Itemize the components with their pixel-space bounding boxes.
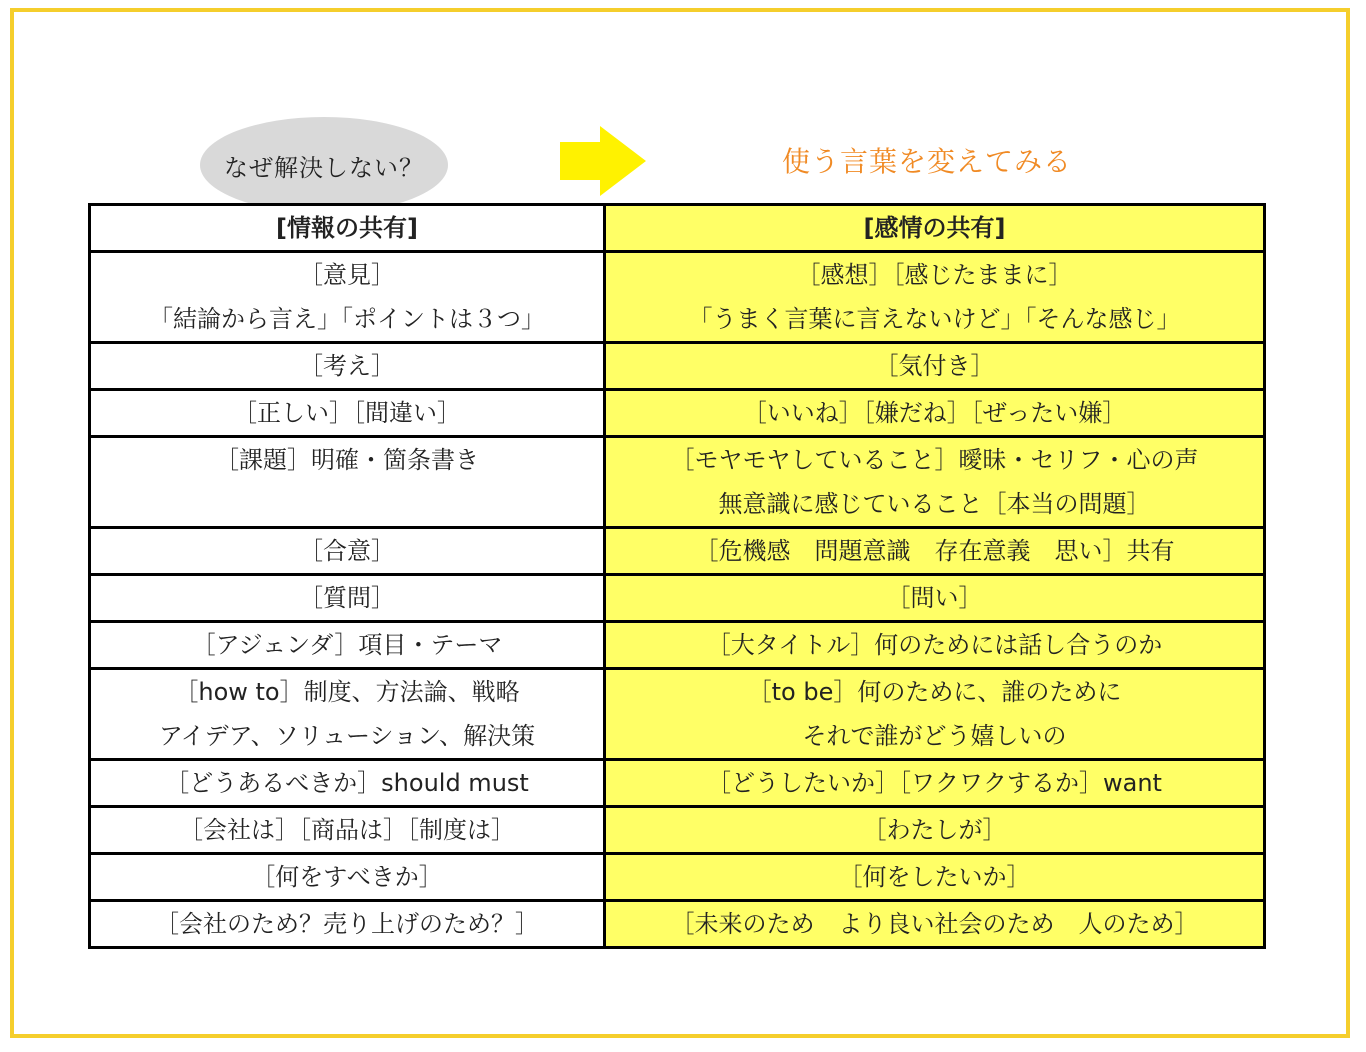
emotion-cell [605,854,1265,901]
cell-line: 「結論から言え」「ポイントは３つ」 [149,305,545,333]
cell-line: ［わたしが］ [862,816,1007,844]
info-cell [90,807,605,854]
cell-line: ［考え］ [299,352,395,380]
comparison-table [88,203,1266,949]
info-cell [90,901,605,948]
table-row [90,390,1265,437]
info-cell [90,252,605,343]
emotion-cell [605,437,1265,528]
cell-line: 無意識に感じていること［本当の問題］ [718,490,1151,518]
table-row [90,622,1265,669]
cell-line: ［大タイトル］何のためには話し合うのか [706,631,1163,659]
cell-line: ［どうしたいか］［ワクワクするか］want [707,769,1162,797]
info-cell [90,575,605,622]
cell-line: ［会社のため？売り上げのため？］ [155,910,539,938]
cell-line: ［モヤモヤしていること］曖昧・セリフ・心の声 [670,446,1199,474]
cell-line: ［会社は］［商品は］［制度は］ [179,816,515,844]
cell-line: ［アジェンダ］項目・テーマ [191,631,503,659]
cell-line: ［質問］ [299,584,395,612]
cell-line: それで誰がどう嬉しいの [802,722,1067,750]
cell-line: ［危機感 問題意識 存在意義 思い］共有 [694,537,1175,565]
cell-line: ［課題］明確・箇条書き [215,446,479,474]
cell-line: ［気付き］ [874,352,995,380]
cell-line: ［意見］ [299,261,395,289]
cell-line: ［感想］［感じたままに］ [796,261,1073,289]
emotion-cell [605,343,1265,390]
table-row [90,437,1265,528]
table-row [90,807,1265,854]
cell-line: 「うまく言葉に言えないけど」「そんな感じ」 [688,305,1181,333]
table-row [90,669,1265,760]
question-text: なぜ解決しない？ [224,153,424,182]
slogan-heading: 使う言葉を変えてみる [782,145,1073,178]
table-row [90,760,1265,807]
emotion-cell [605,252,1265,343]
info-cell [90,854,605,901]
emotion-cell [605,390,1265,437]
table-row [90,854,1265,901]
emotion-cell [605,760,1265,807]
info-cell [90,528,605,575]
emotion-cell [605,622,1265,669]
emotion-cell [605,575,1265,622]
header-emotion-sharing: [感情の共有] [605,205,1265,252]
table-row [90,343,1265,390]
cell-line: ［正しい］［間違い］ [233,399,461,427]
info-cell [90,343,605,390]
header-info-sharing: [情報の共有] [90,205,605,252]
emotion-cell [605,807,1265,854]
cell-line: ［問い］ [886,584,983,612]
header-row [90,205,1265,252]
question-bubble [200,117,448,213]
info-cell [90,390,605,437]
emotion-cell [605,901,1265,948]
info-cell [90,622,605,669]
cell-line: ［何をしたいか］ [838,863,1031,891]
cell-line: ［何をすべきか］ [251,863,443,891]
cell-line: ［いいね］［嫌だね］［ぜったい嫌］ [742,399,1127,427]
table-row [90,901,1265,948]
cell-line: アイデア、ソリューション、解決策 [158,722,536,750]
table-row [90,575,1265,622]
emotion-cell [605,528,1265,575]
info-cell [90,437,605,528]
table-row [90,252,1265,343]
info-cell [90,760,605,807]
cell-line: ［how to］制度、方法論、戦略 [174,678,520,706]
right-arrow-icon [560,126,646,196]
cell-line: ［未来のため より良い社会のため 人のため］ [670,910,1199,938]
cell-line: ［どうあるべきか］should must [165,769,529,797]
cell-line: ［to be］何のために、誰のために [747,678,1122,706]
table-row [90,528,1265,575]
info-cell [90,669,605,760]
cell-line: ［合意］ [299,537,395,565]
emotion-cell [605,669,1265,760]
